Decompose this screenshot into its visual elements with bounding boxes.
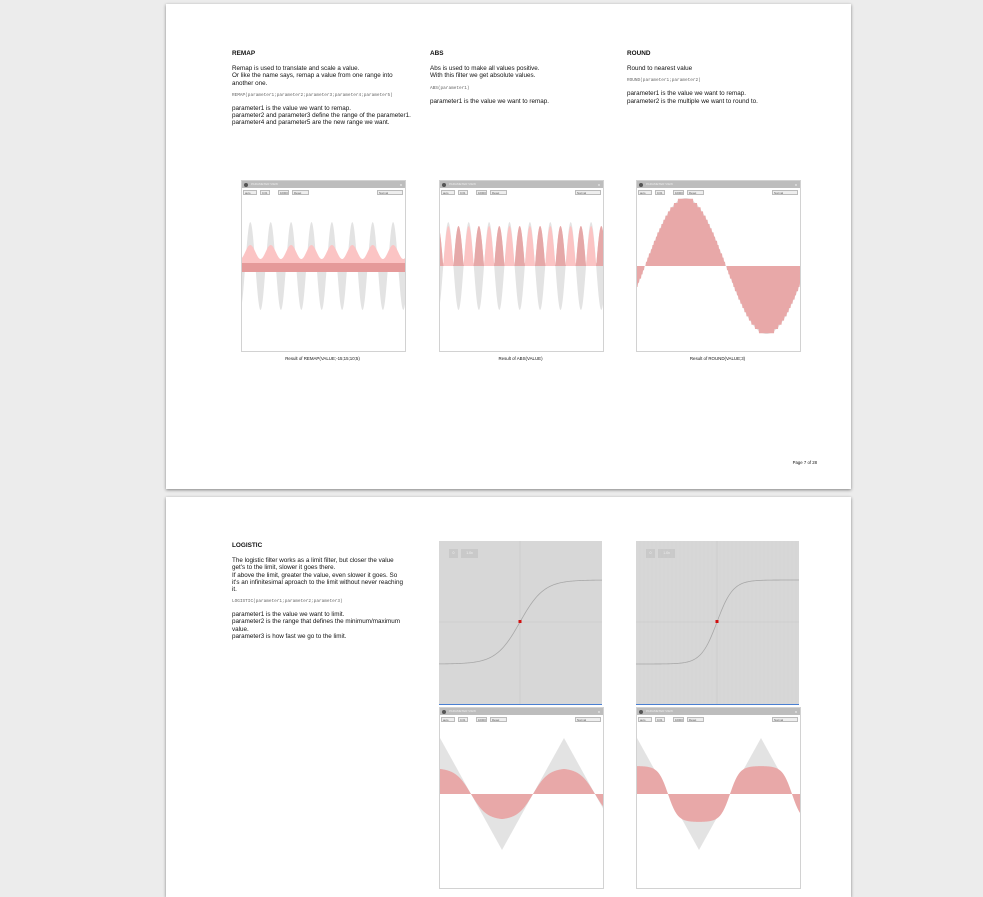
logistic-curve-editor-2[interactable] — [636, 541, 799, 705]
logistic-param-2: parameter2 is the range that defines the minimum/maximum value. — [232, 618, 400, 633]
abs-heading: ABS — [430, 50, 444, 57]
panel-titlebar[interactable] — [440, 708, 603, 715]
logistic-graph-panel-2 — [636, 707, 801, 889]
close-icon[interactable]: x — [598, 182, 600, 187]
panel-controls — [441, 190, 601, 196]
scale-input[interactable]: 0.01 — [655, 717, 665, 722]
close-icon[interactable]: x — [795, 709, 797, 714]
logistic-curve-plot — [636, 541, 799, 704]
view-select[interactable]: Normal — [772, 717, 798, 722]
scale-input[interactable]: 0.01 — [458, 190, 468, 195]
remapped-signal — [242, 263, 405, 272]
reset-button[interactable]: Reset — [687, 717, 704, 722]
reset-button[interactable]: Reset — [687, 190, 704, 195]
logistic-heading: LOGISTIC — [232, 542, 263, 549]
panel-titlebar[interactable] — [242, 181, 405, 188]
reset-button[interactable]: Reset — [490, 717, 507, 722]
view-select[interactable]: Normal — [575, 190, 601, 195]
range-input[interactable]: 10000 — [280, 191, 288, 195]
view-select[interactable]: Normal — [575, 717, 601, 722]
close-icon[interactable]: x — [400, 182, 402, 187]
logistic-syntax: LOGISTIC(parameter1;parameter2;parameter3) — [232, 599, 343, 605]
range-input[interactable]: 10000 — [478, 718, 486, 722]
panel-controls — [441, 717, 601, 723]
abs-plot — [440, 197, 603, 351]
remap-description: Remap is used to translate and scale a value. Or like the name says, remap a value from one range into another one. — [232, 65, 393, 87]
logistic-curve-plot — [439, 541, 602, 704]
round-graph-panel — [636, 180, 801, 352]
range-input[interactable]: 10000 — [675, 191, 683, 195]
reset-button[interactable]: Reset — [490, 190, 507, 195]
round-heading: ROUND — [627, 50, 651, 57]
scale-input[interactable]: 0.01 — [458, 717, 468, 722]
abs-section — [430, 50, 610, 105]
panel-title: PARAMETER VIEW — [449, 182, 476, 186]
logistic-curve-editor-1[interactable] — [439, 541, 602, 705]
abs-syntax: ABS(parameter1) — [430, 85, 470, 91]
round-description: Round to nearest value — [627, 65, 693, 73]
panel-controls — [243, 190, 403, 196]
round-section — [627, 50, 817, 105]
round-syntax: ROUND(parameter1;parameter2) — [627, 78, 701, 84]
logistic-section — [232, 542, 404, 640]
document-page-8 — [166, 497, 851, 897]
panel-controls — [638, 717, 798, 723]
panel-titlebar[interactable] — [637, 181, 800, 188]
logistic-plot-1 — [440, 724, 603, 888]
rounded-signal — [637, 199, 800, 333]
logistic-param-1: parameter1 is the value we want to limit. — [232, 611, 345, 619]
round-param-1: parameter1 is the value we want to remap. — [627, 90, 747, 98]
mode-select[interactable]: auto — [243, 190, 257, 195]
logistic-description: The logistic filter works as a limit filter, but closer the value get's to the limit, slower it goes there. If above the limit, greater the value, even slower it goes. So it's an infinitesimal aproach to the limit without never reaching it. — [232, 557, 403, 594]
logistic-param-3: parameter3 is how fast we go to the limit. — [232, 632, 347, 640]
range-input[interactable]: 10000 — [675, 718, 683, 722]
curve-zoom-button[interactable]: 1.0x — [658, 549, 675, 558]
curve-reset-button[interactable]: 0 — [646, 549, 655, 558]
panel-menu-icon[interactable] — [244, 183, 248, 187]
panel-menu-icon[interactable] — [639, 710, 643, 714]
remap-param-1: parameter1 is the value we want to remap. — [232, 104, 352, 112]
panel-controls — [638, 190, 798, 196]
remap-param-3: parameter4 and parameter5 are the new range we want. — [232, 119, 390, 127]
logistic-signal — [637, 766, 800, 822]
logistic-plot-2 — [637, 724, 800, 888]
remap-heading: REMAP — [232, 50, 256, 57]
remap-syntax: REMAP(parameter1;parameter2;parameter3;parameter4;parameter5) — [232, 92, 393, 98]
abs-graph-panel — [439, 180, 604, 352]
scale-input[interactable]: 0.01 — [260, 190, 270, 195]
panel-title: PARAMETER VIEW — [449, 709, 476, 713]
mode-select[interactable]: auto — [638, 190, 652, 195]
mode-select[interactable]: auto — [441, 717, 455, 722]
panel-title: PARAMETER VIEW — [646, 182, 673, 186]
panel-title: PARAMETER VIEW — [646, 709, 673, 713]
round-param-2: parameter2 is the multiple we want to round to. — [627, 97, 758, 105]
curve-zoom-button[interactable]: 1.0x — [461, 549, 478, 558]
close-icon[interactable]: x — [598, 709, 600, 714]
close-icon[interactable]: x — [795, 182, 797, 187]
remap-param-2: parameter2 and parameter3 define the range of the parameter1. — [232, 112, 411, 120]
abs-caption: Result of ABS(VALUE) — [498, 356, 543, 361]
document-page-7 — [166, 4, 851, 489]
range-input[interactable]: 10000 — [478, 191, 486, 195]
remap-caption: Result of REMAP(VALUE;-15;15;10;5) — [285, 356, 360, 361]
reset-button[interactable]: Reset — [292, 190, 309, 195]
abs-description: Abs is used to make all values positive. With this filter we get absolute values. — [430, 65, 540, 80]
view-select[interactable]: Normal — [772, 190, 798, 195]
mode-select[interactable]: auto — [441, 190, 455, 195]
round-caption: Result of ROUND(VALUE;3) — [689, 356, 746, 361]
curve-reset-button[interactable]: 0 — [449, 549, 458, 558]
view-select[interactable]: Normal — [377, 190, 403, 195]
panel-titlebar[interactable] — [637, 708, 800, 715]
remap-plot — [242, 197, 405, 351]
page-number: Page 7 of 28 — [792, 460, 817, 465]
curve-control-point — [519, 620, 522, 623]
curve-control-point — [716, 620, 719, 623]
abs-param-1: parameter1 is the value we want to remap. — [430, 97, 550, 105]
logistic-graph-panel-1 — [439, 707, 604, 889]
remap-graph-panel — [241, 180, 406, 352]
remap-section — [232, 50, 412, 126]
panel-title: PARAMETER VIEW — [251, 182, 278, 186]
mode-select[interactable]: auto — [638, 717, 652, 722]
panel-menu-icon[interactable] — [442, 710, 446, 714]
panel-menu-icon[interactable] — [639, 183, 643, 187]
scale-input[interactable]: 0.01 — [655, 190, 665, 195]
round-plot — [637, 197, 800, 351]
panel-titlebar[interactable] — [440, 181, 603, 188]
panel-menu-icon[interactable] — [442, 183, 446, 187]
